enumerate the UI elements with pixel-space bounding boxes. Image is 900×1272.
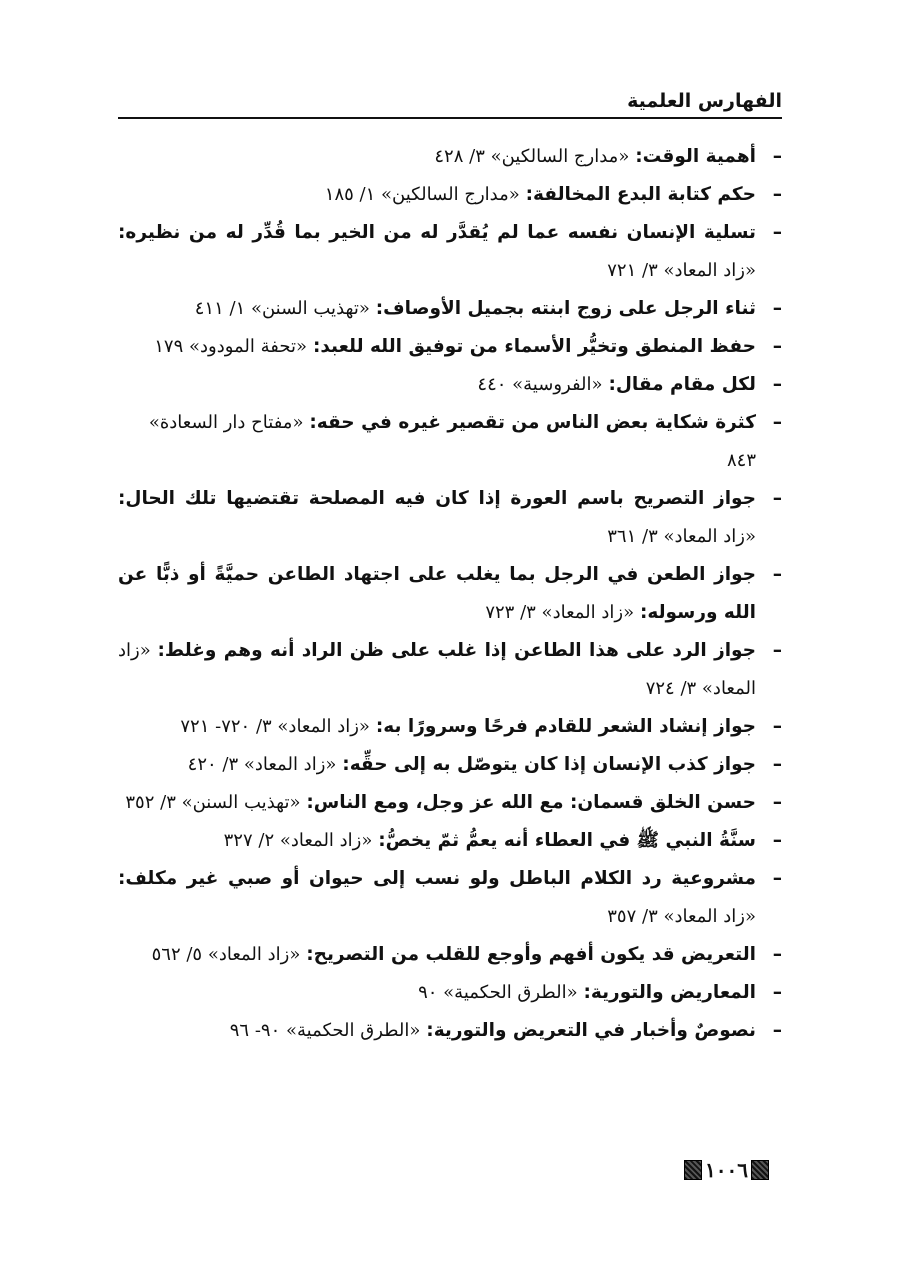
entry-dash: – [772, 716, 782, 737]
entry-reference: «زاد المعاد» ٣/ ٧٢٣ [485, 602, 635, 623]
entry-topic: مشروعية رد الكلام الباطل ولو نسب إلى حيوان أو صبي غير مكلف: [118, 868, 756, 889]
entry-topic: جواز كذب الإنسان إذا كان يتوصّل به إلى حقِّه: [342, 754, 756, 775]
index-entry [118, 860, 782, 936]
entry-topic: نصوصٌ وأخبار في التعريض والتورية: [426, 1020, 756, 1041]
entry-reference: «تهذيب السنن» ٣/ ٣٥٢ [125, 792, 301, 813]
entry-topic: لكل مقام مقال: [608, 374, 756, 395]
entry-reference: «تحفة المودود» ١٧٩ [154, 336, 308, 357]
entry-reference: «زاد المعاد» ٣/ ٧٢٤ [118, 640, 756, 699]
entry-dash: – [772, 1020, 782, 1041]
entry-dash: – [772, 298, 782, 319]
index-entry [118, 746, 782, 784]
index-entry [118, 214, 782, 290]
header-divider [118, 117, 782, 119]
index-entry [118, 974, 782, 1012]
entry-dash: – [772, 792, 782, 813]
entry-topic: جواز التصريح باسم العورة إذا كان فيه المصلحة تقتضيها تلك الحال: [118, 488, 756, 509]
page-number: ١٠٠٦ [705, 1158, 748, 1182]
entry-dash: – [772, 982, 782, 1003]
index-entry [118, 290, 782, 328]
entry-reference: «الفروسية» ٤٤٠ [477, 374, 603, 395]
entry-dash: – [772, 640, 782, 661]
entry-reference: «الطرق الحكمية» ٩٠ [418, 982, 578, 1003]
entry-topic: حفظ المنطق وتخيُّر الأسماء من توفيق الله للعبد: [312, 336, 756, 357]
index-entry-list [118, 138, 782, 1050]
index-entry [118, 784, 782, 822]
entry-reference: «مدارج السالكين» ١/ ١٨٥ [324, 184, 520, 205]
entry-dash: – [772, 146, 782, 167]
index-entry [118, 404, 782, 480]
entry-reference: «زاد المعاد» ٣/ ٣٥٧ [607, 906, 756, 927]
entry-reference: «مفتاح دار السعادة» ٨٤٣ [148, 412, 756, 471]
running-header [118, 88, 782, 118]
index-entry [118, 328, 782, 366]
page-footer [684, 1153, 784, 1187]
index-entry [118, 366, 782, 404]
entry-topic: حكم كتابة البدع المخالفة: [525, 184, 756, 205]
entry-topic: أهمية الوقت: [635, 146, 756, 167]
entry-dash: – [772, 184, 782, 205]
entry-reference: «تهذيب السنن» ١/ ٤١١ [194, 298, 370, 319]
entry-topic: جواز إنشاد الشعر للقادم فرحًا وسرورًا به: [375, 716, 756, 737]
index-entry [118, 936, 782, 974]
entry-dash: – [772, 488, 782, 509]
entry-topic: سنَّةُ النبي ﷺ في العطاء أنه يعمُّ ثمّ يخصُّ: [378, 830, 756, 851]
index-entry [118, 708, 782, 746]
header-title: الفهارس العلمية [627, 90, 782, 112]
entry-reference: «زاد المعاد» ٣/ ٣٦١ [607, 526, 756, 547]
entry-topic: ثناء الرجل على زوج ابنته بجميل الأوصاف: [375, 298, 756, 319]
entry-dash: – [772, 868, 782, 889]
entry-dash: – [772, 754, 782, 775]
entry-topic: جواز الرد على هذا الطاعن إذا غلب على ظن الراد أنه وهم وغلط: [157, 640, 756, 661]
entry-topic: حسن الخلق قسمان: مع الله عز وجل، ومع الناس: [306, 792, 756, 813]
entry-reference: «زاد المعاد» ٣/ ٧٢١ [607, 260, 756, 281]
index-entry [118, 138, 782, 176]
entry-reference: «مدارج السالكين» ٣/ ٤٢٨ [434, 146, 630, 167]
entry-dash: – [772, 564, 782, 585]
index-entry [118, 632, 782, 708]
entry-reference: «زاد المعاد» ٣/ ٧٢٠- ٧٢١ [180, 716, 370, 737]
entry-dash: – [772, 412, 782, 433]
square-ornament-icon [684, 1160, 702, 1180]
entry-topic: المعاريض والتورية: [583, 982, 756, 1003]
entry-topic: جواز الطعن في الرجل بما يغلب على اجتهاد الطاعن حميَّةً أو ذبًّا عن الله ورسوله: [118, 564, 756, 623]
entry-dash: – [772, 830, 782, 851]
entry-reference: «زاد المعاد» ٥/ ٥٦٢ [151, 944, 301, 965]
index-entry [118, 556, 782, 632]
index-entry [118, 1012, 782, 1050]
entry-dash: – [772, 222, 782, 243]
square-ornament-icon [751, 1160, 769, 1180]
entry-dash: – [772, 944, 782, 965]
entry-topic: كثرة شكاية بعض الناس من تقصير غيره في حقه: [309, 412, 756, 433]
entry-topic: التعريض قد يكون أفهم وأوجع للقلب من التصريح: [306, 944, 756, 965]
index-entry [118, 480, 782, 556]
entry-reference: «زاد المعاد» ٣/ ٤٢٠ [187, 754, 337, 775]
entry-reference: «زاد المعاد» ٢/ ٣٢٧ [223, 830, 373, 851]
entry-topic: تسلية الإنسان نفسه عما لم يُقدَّر له من الخير بما قُدِّر له من نظيره: [118, 222, 756, 243]
entry-dash: – [772, 374, 782, 395]
index-entry [118, 822, 782, 860]
index-entry [118, 176, 782, 214]
entry-reference: «الطرق الحكمية» ٩٠- ٩٦ [229, 1020, 421, 1041]
entry-dash: – [772, 336, 782, 357]
